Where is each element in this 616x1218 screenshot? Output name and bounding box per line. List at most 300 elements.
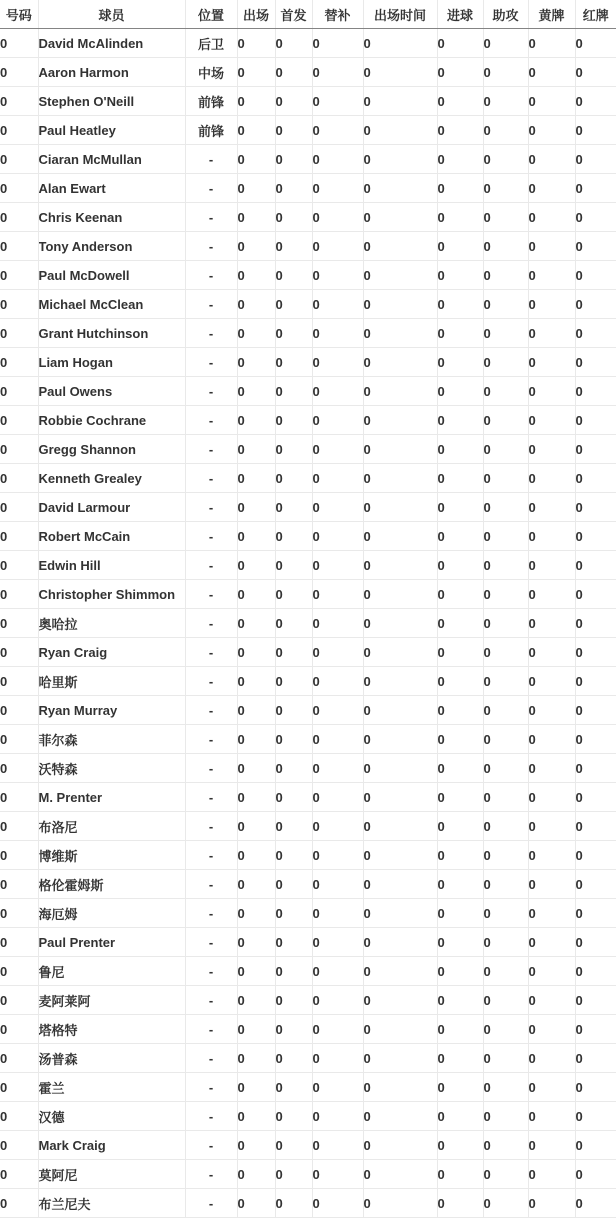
- assists-cell: 0: [483, 696, 528, 725]
- player-name-cell: Gregg Shannon: [38, 435, 185, 464]
- minutes-cell: 0: [363, 754, 437, 783]
- table-row: [0, 174, 616, 203]
- goals-cell: 0: [437, 1160, 483, 1189]
- appearances-cell: 0: [237, 319, 275, 348]
- table-row: [0, 609, 616, 638]
- table-row: [0, 29, 616, 58]
- position-cell: -: [185, 1044, 237, 1073]
- number-cell: 0: [0, 290, 38, 319]
- number-cell: 0: [0, 928, 38, 957]
- table-row: [0, 406, 616, 435]
- minutes-cell: 0: [363, 116, 437, 145]
- red-cards-cell: 0: [575, 1160, 616, 1189]
- red-cards-cell: 0: [575, 754, 616, 783]
- position-cell: -: [185, 522, 237, 551]
- red-cards-cell: 0: [575, 1131, 616, 1160]
- table-row: [0, 725, 616, 754]
- table-row: [0, 957, 616, 986]
- substitute-cell: 0: [312, 348, 363, 377]
- number-cell: 0: [0, 29, 38, 58]
- position-cell: -: [185, 928, 237, 957]
- yellow-cards-cell: 0: [528, 464, 575, 493]
- appearances-cell: 0: [237, 435, 275, 464]
- appearances-cell: 0: [237, 783, 275, 812]
- appearances-cell: 0: [237, 609, 275, 638]
- red-cards-cell: 0: [575, 29, 616, 58]
- red-cards-cell: 0: [575, 261, 616, 290]
- appearances-cell: 0: [237, 1073, 275, 1102]
- position-cell: -: [185, 464, 237, 493]
- red-cards-cell: 0: [575, 493, 616, 522]
- player-name-cell: 博维斯: [38, 841, 185, 870]
- player-name-cell: 塔格特: [38, 1015, 185, 1044]
- red-cards-cell: 0: [575, 435, 616, 464]
- goals-cell: 0: [437, 551, 483, 580]
- starts-cell: 0: [275, 377, 312, 406]
- red-cards-cell: 0: [575, 1189, 616, 1218]
- position-cell: -: [185, 1102, 237, 1131]
- appearances-cell: 0: [237, 261, 275, 290]
- assists-cell: 0: [483, 783, 528, 812]
- number-cell: 0: [0, 319, 38, 348]
- yellow-cards-cell: 0: [528, 493, 575, 522]
- assists-cell: 0: [483, 58, 528, 87]
- starts-cell: 0: [275, 1044, 312, 1073]
- assists-cell: 0: [483, 261, 528, 290]
- yellow-cards-cell: 0: [528, 667, 575, 696]
- player-name-cell: Mark Craig: [38, 1131, 185, 1160]
- substitute-cell: 0: [312, 754, 363, 783]
- assists-cell: 0: [483, 1015, 528, 1044]
- table-row: [0, 493, 616, 522]
- table-row: [0, 1131, 616, 1160]
- position-cell: -: [185, 783, 237, 812]
- substitute-cell: 0: [312, 783, 363, 812]
- appearances-cell: 0: [237, 348, 275, 377]
- substitute-cell: 0: [312, 87, 363, 116]
- yellow-cards-cell: 0: [528, 203, 575, 232]
- substitute-cell: 0: [312, 435, 363, 464]
- table-row: [0, 232, 616, 261]
- number-cell: 0: [0, 87, 38, 116]
- red-cards-cell: 0: [575, 841, 616, 870]
- table-row: [0, 145, 616, 174]
- position-cell: -: [185, 696, 237, 725]
- substitute-cell: 0: [312, 957, 363, 986]
- minutes-cell: 0: [363, 58, 437, 87]
- red-cards-cell: 0: [575, 725, 616, 754]
- table-row: [0, 1015, 616, 1044]
- minutes-cell: 0: [363, 1015, 437, 1044]
- substitute-cell: 0: [312, 725, 363, 754]
- starts-cell: 0: [275, 174, 312, 203]
- number-cell: 0: [0, 203, 38, 232]
- position-cell: -: [185, 145, 237, 174]
- yellow-cards-cell: 0: [528, 29, 575, 58]
- minutes-cell: 0: [363, 377, 437, 406]
- assists-cell: 0: [483, 551, 528, 580]
- starts-cell: 0: [275, 464, 312, 493]
- appearances-cell: 0: [237, 377, 275, 406]
- minutes-cell: 0: [363, 725, 437, 754]
- starts-cell: 0: [275, 290, 312, 319]
- starts-cell: 0: [275, 696, 312, 725]
- minutes-cell: 0: [363, 1102, 437, 1131]
- position-cell: -: [185, 870, 237, 899]
- player-name-cell: 鲁尼: [38, 957, 185, 986]
- starts-cell: 0: [275, 406, 312, 435]
- col-header-starts: 首发: [275, 0, 312, 29]
- minutes-cell: 0: [363, 464, 437, 493]
- assists-cell: 0: [483, 1131, 528, 1160]
- appearances-cell: 0: [237, 1131, 275, 1160]
- yellow-cards-cell: 0: [528, 348, 575, 377]
- table-row: [0, 783, 616, 812]
- player-name-cell: Robert McCain: [38, 522, 185, 551]
- appearances-cell: 0: [237, 696, 275, 725]
- player-name-cell: Edwin Hill: [38, 551, 185, 580]
- position-cell: -: [185, 203, 237, 232]
- substitute-cell: 0: [312, 812, 363, 841]
- goals-cell: 0: [437, 870, 483, 899]
- player-name-cell: 汤普森: [38, 1044, 185, 1073]
- table-row: [0, 1102, 616, 1131]
- goals-cell: 0: [437, 348, 483, 377]
- goals-cell: 0: [437, 986, 483, 1015]
- goals-cell: 0: [437, 609, 483, 638]
- position-cell: -: [185, 261, 237, 290]
- number-cell: 0: [0, 435, 38, 464]
- appearances-cell: 0: [237, 522, 275, 551]
- starts-cell: 0: [275, 145, 312, 174]
- player-name-cell: Ryan Murray: [38, 696, 185, 725]
- goals-cell: 0: [437, 841, 483, 870]
- number-cell: 0: [0, 493, 38, 522]
- minutes-cell: 0: [363, 1044, 437, 1073]
- position-cell: -: [185, 319, 237, 348]
- assists-cell: 0: [483, 319, 528, 348]
- yellow-cards-cell: 0: [528, 377, 575, 406]
- goals-cell: 0: [437, 261, 483, 290]
- yellow-cards-cell: 0: [528, 870, 575, 899]
- number-cell: 0: [0, 986, 38, 1015]
- number-cell: 0: [0, 725, 38, 754]
- player-name-cell: 哈里斯: [38, 667, 185, 696]
- table-row: [0, 870, 616, 899]
- goals-cell: 0: [437, 29, 483, 58]
- starts-cell: 0: [275, 551, 312, 580]
- goals-cell: 0: [437, 116, 483, 145]
- red-cards-cell: 0: [575, 638, 616, 667]
- assists-cell: 0: [483, 638, 528, 667]
- table-row: [0, 986, 616, 1015]
- starts-cell: 0: [275, 609, 312, 638]
- yellow-cards-cell: 0: [528, 1015, 575, 1044]
- goals-cell: 0: [437, 319, 483, 348]
- table-row: [0, 580, 616, 609]
- starts-cell: 0: [275, 522, 312, 551]
- appearances-cell: 0: [237, 986, 275, 1015]
- substitute-cell: 0: [312, 1160, 363, 1189]
- minutes-cell: 0: [363, 638, 437, 667]
- goals-cell: 0: [437, 1044, 483, 1073]
- position-cell: -: [185, 812, 237, 841]
- minutes-cell: 0: [363, 841, 437, 870]
- red-cards-cell: 0: [575, 174, 616, 203]
- starts-cell: 0: [275, 116, 312, 145]
- substitute-cell: 0: [312, 638, 363, 667]
- player-name-cell: Alan Ewart: [38, 174, 185, 203]
- assists-cell: 0: [483, 870, 528, 899]
- table-row: [0, 841, 616, 870]
- minutes-cell: 0: [363, 522, 437, 551]
- number-cell: 0: [0, 145, 38, 174]
- player-name-cell: 莫阿尼: [38, 1160, 185, 1189]
- starts-cell: 0: [275, 870, 312, 899]
- stats-table-header: [0, 0, 616, 29]
- minutes-cell: 0: [363, 899, 437, 928]
- appearances-cell: 0: [237, 667, 275, 696]
- position-cell: -: [185, 754, 237, 783]
- appearances-cell: 0: [237, 174, 275, 203]
- yellow-cards-cell: 0: [528, 1044, 575, 1073]
- minutes-cell: 0: [363, 696, 437, 725]
- goals-cell: 0: [437, 580, 483, 609]
- red-cards-cell: 0: [575, 1044, 616, 1073]
- appearances-cell: 0: [237, 1160, 275, 1189]
- minutes-cell: 0: [363, 203, 437, 232]
- table-row: [0, 1044, 616, 1073]
- table-row: [0, 667, 616, 696]
- appearances-cell: 0: [237, 406, 275, 435]
- position-cell: -: [185, 841, 237, 870]
- substitute-cell: 0: [312, 493, 363, 522]
- table-row: [0, 522, 616, 551]
- substitute-cell: 0: [312, 174, 363, 203]
- minutes-cell: 0: [363, 783, 437, 812]
- player-name-cell: 奥哈拉: [38, 609, 185, 638]
- player-name-cell: David Larmour: [38, 493, 185, 522]
- assists-cell: 0: [483, 174, 528, 203]
- position-cell: 前锋: [185, 87, 237, 116]
- substitute-cell: 0: [312, 928, 363, 957]
- player-name-cell: David McAlinden: [38, 29, 185, 58]
- table-row: [0, 1160, 616, 1189]
- starts-cell: 0: [275, 667, 312, 696]
- minutes-cell: 0: [363, 87, 437, 116]
- yellow-cards-cell: 0: [528, 87, 575, 116]
- number-cell: 0: [0, 899, 38, 928]
- table-row: [0, 754, 616, 783]
- table-row: [0, 58, 616, 87]
- starts-cell: 0: [275, 203, 312, 232]
- number-cell: 0: [0, 348, 38, 377]
- assists-cell: 0: [483, 986, 528, 1015]
- number-cell: 0: [0, 696, 38, 725]
- appearances-cell: 0: [237, 58, 275, 87]
- number-cell: 0: [0, 754, 38, 783]
- red-cards-cell: 0: [575, 406, 616, 435]
- yellow-cards-cell: 0: [528, 638, 575, 667]
- yellow-cards-cell: 0: [528, 928, 575, 957]
- goals-cell: 0: [437, 435, 483, 464]
- position-cell: -: [185, 406, 237, 435]
- red-cards-cell: 0: [575, 145, 616, 174]
- appearances-cell: 0: [237, 928, 275, 957]
- substitute-cell: 0: [312, 899, 363, 928]
- substitute-cell: 0: [312, 58, 363, 87]
- goals-cell: 0: [437, 145, 483, 174]
- player-name-cell: Michael McClean: [38, 290, 185, 319]
- table-row: [0, 551, 616, 580]
- goals-cell: 0: [437, 464, 483, 493]
- yellow-cards-cell: 0: [528, 232, 575, 261]
- substitute-cell: 0: [312, 1044, 363, 1073]
- player-name-cell: 麦阿莱阿: [38, 986, 185, 1015]
- number-cell: 0: [0, 638, 38, 667]
- yellow-cards-cell: 0: [528, 1160, 575, 1189]
- red-cards-cell: 0: [575, 899, 616, 928]
- position-cell: -: [185, 1189, 237, 1218]
- minutes-cell: 0: [363, 145, 437, 174]
- position-cell: -: [185, 667, 237, 696]
- minutes-cell: 0: [363, 174, 437, 203]
- substitute-cell: 0: [312, 696, 363, 725]
- number-cell: 0: [0, 551, 38, 580]
- appearances-cell: 0: [237, 116, 275, 145]
- substitute-cell: 0: [312, 667, 363, 696]
- number-cell: 0: [0, 406, 38, 435]
- table-row: [0, 203, 616, 232]
- position-cell: -: [185, 493, 237, 522]
- minutes-cell: 0: [363, 986, 437, 1015]
- assists-cell: 0: [483, 290, 528, 319]
- goals-cell: 0: [437, 406, 483, 435]
- minutes-cell: 0: [363, 609, 437, 638]
- substitute-cell: 0: [312, 986, 363, 1015]
- yellow-cards-cell: 0: [528, 58, 575, 87]
- minutes-cell: 0: [363, 290, 437, 319]
- yellow-cards-cell: 0: [528, 580, 575, 609]
- number-cell: 0: [0, 464, 38, 493]
- number-cell: 0: [0, 261, 38, 290]
- player-name-cell: Aaron Harmon: [38, 58, 185, 87]
- minutes-cell: 0: [363, 551, 437, 580]
- assists-cell: 0: [483, 725, 528, 754]
- assists-cell: 0: [483, 493, 528, 522]
- starts-cell: 0: [275, 754, 312, 783]
- yellow-cards-cell: 0: [528, 406, 575, 435]
- assists-cell: 0: [483, 406, 528, 435]
- player-name-cell: Paul Prenter: [38, 928, 185, 957]
- player-name-cell: Chris Keenan: [38, 203, 185, 232]
- starts-cell: 0: [275, 87, 312, 116]
- table-row: [0, 435, 616, 464]
- minutes-cell: 0: [363, 1131, 437, 1160]
- player-name-cell: Grant Hutchinson: [38, 319, 185, 348]
- number-cell: 0: [0, 609, 38, 638]
- appearances-cell: 0: [237, 493, 275, 522]
- col-header-player: 球员: [38, 0, 185, 29]
- minutes-cell: 0: [363, 812, 437, 841]
- appearances-cell: 0: [237, 1189, 275, 1218]
- goals-cell: 0: [437, 783, 483, 812]
- appearances-cell: 0: [237, 1044, 275, 1073]
- starts-cell: 0: [275, 638, 312, 667]
- yellow-cards-cell: 0: [528, 435, 575, 464]
- number-cell: 0: [0, 812, 38, 841]
- position-cell: -: [185, 1131, 237, 1160]
- player-name-cell: 沃特森: [38, 754, 185, 783]
- substitute-cell: 0: [312, 261, 363, 290]
- number-cell: 0: [0, 667, 38, 696]
- goals-cell: 0: [437, 290, 483, 319]
- appearances-cell: 0: [237, 87, 275, 116]
- table-row: [0, 1073, 616, 1102]
- number-cell: 0: [0, 1160, 38, 1189]
- appearances-cell: 0: [237, 638, 275, 667]
- number-cell: 0: [0, 841, 38, 870]
- position-cell: -: [185, 232, 237, 261]
- position-cell: 后卫: [185, 29, 237, 58]
- goals-cell: 0: [437, 812, 483, 841]
- yellow-cards-cell: 0: [528, 174, 575, 203]
- assists-cell: 0: [483, 464, 528, 493]
- number-cell: 0: [0, 174, 38, 203]
- yellow-cards-cell: 0: [528, 609, 575, 638]
- starts-cell: 0: [275, 58, 312, 87]
- table-row: [0, 899, 616, 928]
- goals-cell: 0: [437, 377, 483, 406]
- goals-cell: 0: [437, 493, 483, 522]
- position-cell: -: [185, 174, 237, 203]
- assists-cell: 0: [483, 522, 528, 551]
- assists-cell: 0: [483, 145, 528, 174]
- position-cell: -: [185, 957, 237, 986]
- table-row: [0, 1189, 616, 1218]
- red-cards-cell: 0: [575, 986, 616, 1015]
- minutes-cell: 0: [363, 1189, 437, 1218]
- assists-cell: 0: [483, 812, 528, 841]
- table-row: [0, 928, 616, 957]
- position-cell: -: [185, 290, 237, 319]
- position-cell: -: [185, 899, 237, 928]
- position-cell: -: [185, 1160, 237, 1189]
- red-cards-cell: 0: [575, 290, 616, 319]
- position-cell: -: [185, 580, 237, 609]
- substitute-cell: 0: [312, 203, 363, 232]
- number-cell: 0: [0, 957, 38, 986]
- appearances-cell: 0: [237, 1015, 275, 1044]
- number-cell: 0: [0, 580, 38, 609]
- goals-cell: 0: [437, 638, 483, 667]
- assists-cell: 0: [483, 435, 528, 464]
- starts-cell: 0: [275, 1160, 312, 1189]
- substitute-cell: 0: [312, 29, 363, 58]
- starts-cell: 0: [275, 261, 312, 290]
- position-cell: -: [185, 551, 237, 580]
- number-cell: 0: [0, 783, 38, 812]
- goals-cell: 0: [437, 1015, 483, 1044]
- player-name-cell: 布兰尼夫: [38, 1189, 185, 1218]
- substitute-cell: 0: [312, 232, 363, 261]
- assists-cell: 0: [483, 377, 528, 406]
- table-row: [0, 319, 616, 348]
- starts-cell: 0: [275, 232, 312, 261]
- substitute-cell: 0: [312, 377, 363, 406]
- red-cards-cell: 0: [575, 1015, 616, 1044]
- substitute-cell: 0: [312, 1189, 363, 1218]
